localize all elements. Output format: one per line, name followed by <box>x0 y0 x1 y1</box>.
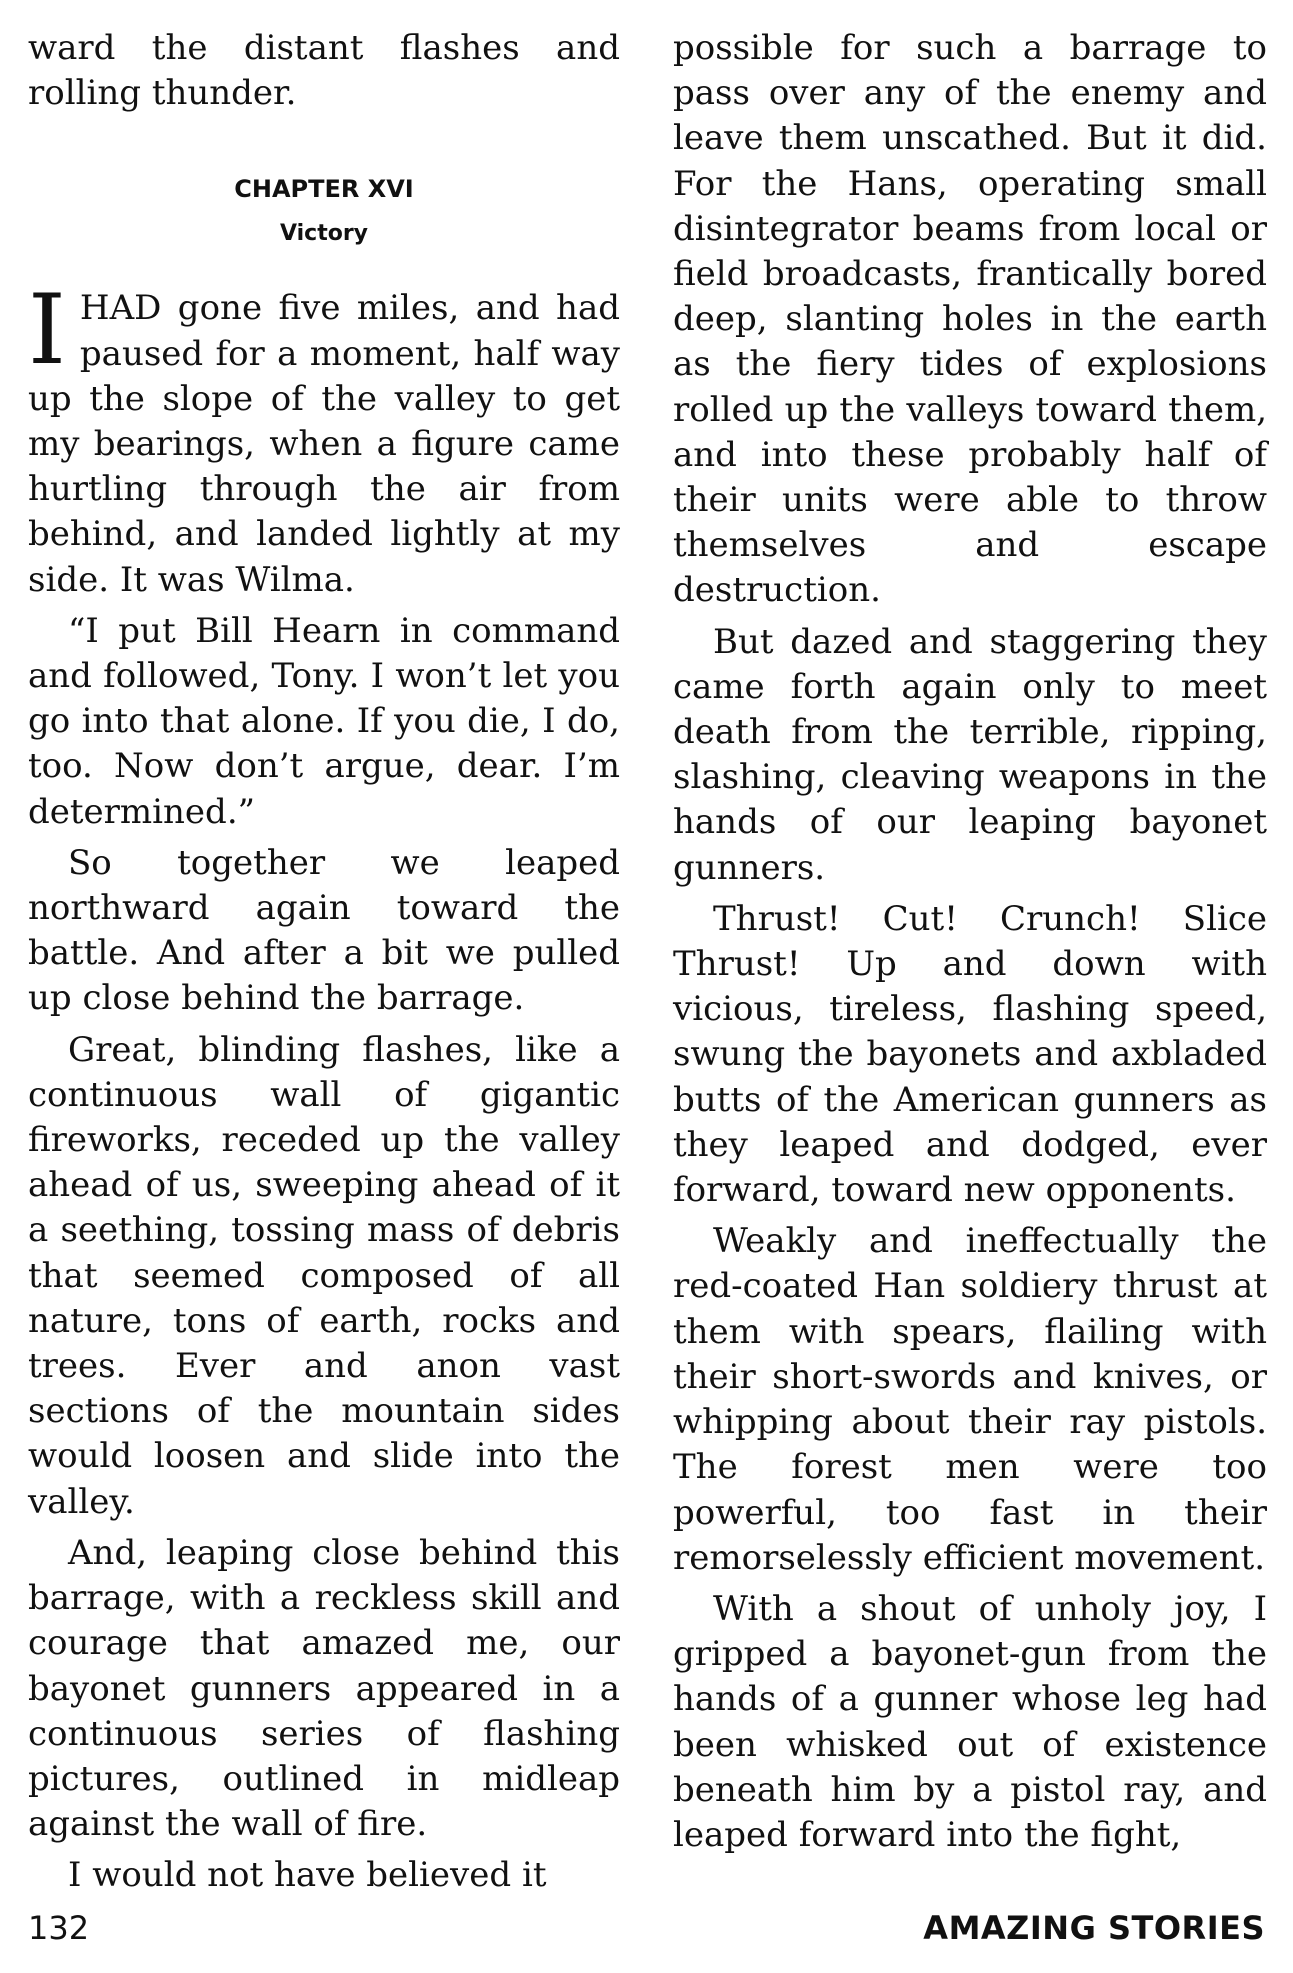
opening-paragraph <box>28 274 620 602</box>
drop-cap: I <box>28 274 66 387</box>
continued-paragraph: possible for such a barrage to pass over any of the enemy and leave them unscathed. But it did. For the Hans, operating small disintegrator beams from local or field broadcasts, frantically bored deep, slanting holes in the earth as the fiery tides of explosions rolled up the valleys toward them, and into these probably half of their units were able to throw themselves and escape destruction. <box>673 28 1267 611</box>
paragraph: I would not have believed it <box>68 1855 547 1896</box>
paragraph: Weakly and ineffectually the red-coated Han soldiery thrust at them with spears, flailing with their short-swords and knives, or whipping about their ray pistols. The forest men were too powerful, too fast in their remorselessly efficient movement. <box>673 1221 1267 1578</box>
paragraph: Thrust! Cut! Crunch! Slice Thrust! Up and down with vicious, tireless, flashing speed, swung the bayonets and axbladed butts of the American gunners as they leaped and dodged, ever forward, toward new opponents. <box>673 898 1267 1211</box>
paragraph: But dazed and staggering they came forth again only to meet death from the terrible, ripping, slashing, cleaving weapons in the hands of our leaping bayonet gunners. <box>673 621 1267 888</box>
opening-text: HAD gone five miles, and had paused for a moment, half way up the slope of the valley to get my bearings, when a figure came hurtling through the air from behind, and landed lightly at my side. It was Wilma. <box>28 288 620 600</box>
chapter-title: Victory <box>279 221 369 247</box>
page-number: 132 <box>28 1909 90 1947</box>
paragraph: Great, blinding flashes, like a continuous wall of gigantic fireworks, receded up the valley ahead of us, sweeping ahead of it a seething, tossing mass of debris that seemed composed of all nature, tons of earth, rocks and trees. Ever and anon vast sections of the mountain sides would loosen and slide into the valley. <box>28 1029 620 1522</box>
chapter-heading: CHAPTER XVI <box>234 175 414 204</box>
paragraph: So together we leaped northward again toward the battle. And after a bit we pulled up close behind the barrage. <box>28 842 620 1019</box>
paragraph: And, leaping close behind this barrage, with a reckless skill and courage that amazed me, our bayonet gunners appeared in a continuous series of flashing pictures, outlined in midleap against the wall of fire. <box>28 1532 620 1845</box>
paragraph: “I put Bill Hearn in command and followed, Tony. I won’t let you go into that alone. If you die, I do, too. Now don’t argue, dear. I’m determined.” <box>28 610 620 832</box>
continued-paragraph: ward the distant flashes and rolling thunder. <box>28 28 620 114</box>
running-title: AMAZING STORIES <box>923 1909 1265 1947</box>
paragraph: With a shout of unholy joy, I gripped a bayonet-gun from the hands of a gunner whose leg had been whisked out of existence beneath him by a pistol ray, and leaped forward into the fight, <box>673 1588 1267 1855</box>
left-column <box>28 26 620 1905</box>
right-column <box>673 26 1267 1864</box>
